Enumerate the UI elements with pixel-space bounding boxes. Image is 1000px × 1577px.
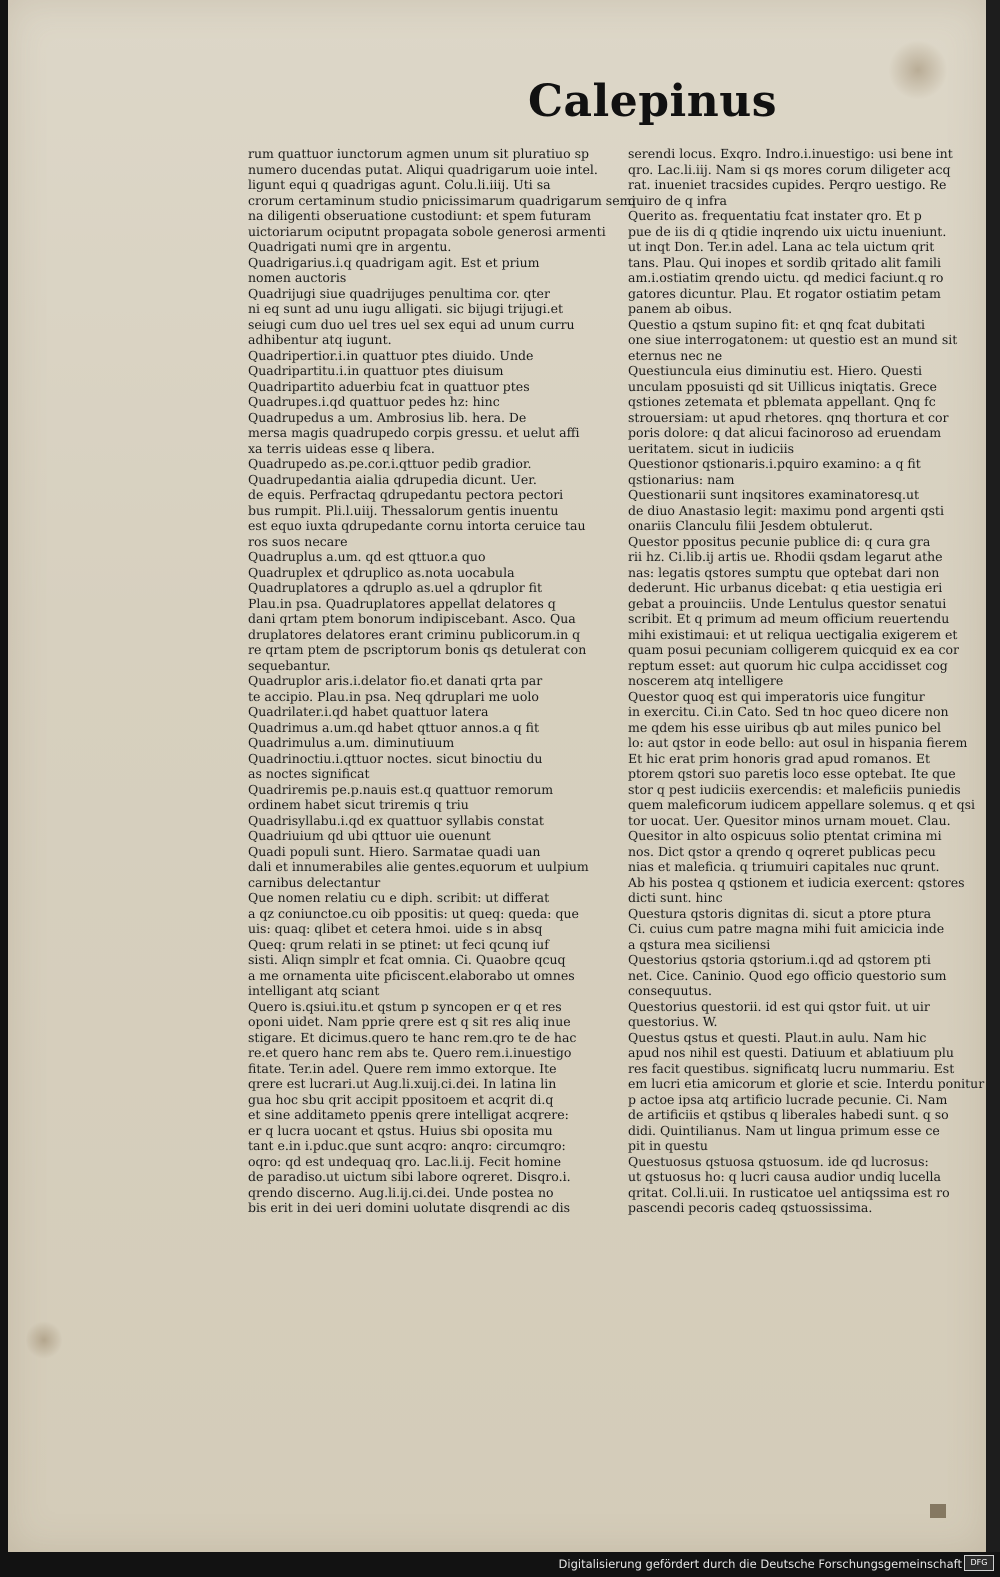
- text-line: dani qrtam ptem bonorum indipiscebant. Asco. Qua: [248, 611, 576, 626]
- text-line: Queq: qrum relati in se ptinet: ut feci qcunq iuf: [248, 936, 549, 952]
- text-line: dicti sunt. hinc: [628, 890, 723, 905]
- text-line: seiugi cum duo uel tres uel sex equi ad unum curru: [248, 316, 575, 332]
- text-line: Quadriuium qd ubi qttuor uie ouenunt: [248, 828, 491, 843]
- text-line: tor uocat. Uer. Quesitor minos urnam mouet. Clau.: [628, 812, 951, 828]
- text-line: Ci. cuius cum patre magna mihi fuit amicicia inde: [628, 921, 945, 936]
- text-line: ligunt equi q quadrigas agunt. Colu.li.iiij. Uti sa: [248, 177, 551, 192]
- text-line: de paradiso.ut uictum sibi labore oqreret. Disqro.i.: [248, 1169, 571, 1184]
- text-line: mihi existimaui: et ut reliqua uectigalia exigerem et: [628, 626, 958, 642]
- text-line: Questuosus qstuosa qstuosum. ide qd lucrosus:: [628, 1153, 929, 1169]
- text-line: Quadrupes.i.qd quattuor pedes hz: hinc: [248, 394, 500, 409]
- text-line: Questio a qstum supino fit: et qnq fcat dubitati: [628, 316, 925, 332]
- text-line: panem ab oibus.: [628, 301, 733, 316]
- text-line: bis erit in dei ueri domini uolutate disqrendi ac dis: [248, 1200, 571, 1215]
- text-line: te accipio. Plau.in psa. Neq qdruplari me uolo: [248, 688, 539, 704]
- text-line: Quesitor in alto ospicuus solio ptentat crimina mi: [628, 828, 942, 843]
- text-line: ptorem qstori suo paretis loco esse optebat. Ite que: [628, 766, 956, 781]
- text-line: poris dolore: q dat alicui facinoroso ad eruendam: [628, 425, 942, 440]
- text-line: Questura qstoris dignitas di. sicut a ptore ptura: [628, 905, 932, 921]
- text-line: dali et innumerabiles alie gentes.equorum et uulpium: [248, 859, 589, 874]
- text-line: Quero is.qsiui.itu.et qstum p syncopen er q et res: [248, 998, 562, 1014]
- text-line: Questionarii sunt inqsitores examinatoresq.ut: [628, 487, 920, 502]
- text-line: onariis Clanculu filii Jesdem obtulerut.: [628, 518, 873, 533]
- right-text-column: [628, 146, 985, 1216]
- text-line: scribit. Et q primum ad meum officium reuertendu: [628, 611, 950, 626]
- text-line: carnibus delectantur: [248, 874, 381, 890]
- text-line: Quadruplor aris.i.delator fio.et danati qrta par: [248, 673, 543, 688]
- text-line: gebat a prouinciis. Unde Lentulus questor senatui: [628, 595, 947, 611]
- text-line: Quadrimus a.um.qd habet qttuor annos.a q fit: [248, 719, 539, 735]
- text-line: consequutus.: [628, 983, 712, 998]
- text-line: intelligant atq sciant: [248, 983, 380, 998]
- text-line: Questor quoq est qui imperatoris uice fungitur: [628, 688, 925, 704]
- text-line: gua hoc sbu qrit accipit ppositoem et acqrit di.q: [248, 1091, 554, 1107]
- text-line: mersa magis quadrupedo corpis gressu. et uelut affi: [248, 425, 580, 440]
- text-line: Quadrisyllabu.i.qd ex quattuor syllabis constat: [248, 812, 544, 828]
- text-line: ordinem habet sicut triremis q triu: [248, 797, 469, 812]
- text-line: Quadrigarius.i.q quadrigam agit. Est et prium: [248, 254, 540, 270]
- text-line: Quadrinoctiu.i.qttuor noctes. sicut binoctiu du: [248, 750, 543, 766]
- page-corner-mark: [930, 1504, 946, 1518]
- text-line: dederunt. Hic urbanus dicebat: q etia uestigia eri: [628, 580, 943, 595]
- text-line: reptum esset: aut quorum hic culpa accidisset cog: [628, 657, 948, 673]
- text-line: quam posui pecuniam colligerem quicquid ex ea cor: [628, 642, 960, 657]
- stain-mark: [26, 1320, 62, 1360]
- text-line: Quadrupedantia aialia qdrupedia dicunt. Uer.: [248, 471, 537, 487]
- text-line: re qrtam ptem de pscriptorum bonis qs detulerat con: [248, 642, 587, 657]
- text-line: Questor ppositus pecunie publice di: q cura gra: [628, 533, 931, 549]
- text-line: noscerem atq intelligere: [628, 673, 784, 688]
- text-line: xa terris uideas esse q libera.: [248, 440, 435, 456]
- text-line: Quadrijugi siue quadrijuges penultima cor. qter: [248, 285, 550, 301]
- text-line: Questiuncula eius diminutiu est. Hiero. Questi: [628, 363, 922, 378]
- text-line: pue de iis di q qtidie inqrendo uix uictu inueniunt.: [628, 223, 947, 239]
- text-line: Quadriremis pe.p.nauis est.q quattuor remorum: [248, 781, 554, 797]
- text-line: em lucri etia amicorum et glorie et scie. Interdu ponitur: [628, 1076, 985, 1091]
- text-line: rii hz. Ci.lib.ij artis ue. Rhodii qsdam legarut athe: [628, 549, 943, 564]
- text-line: ueritatem. sicut in iudiciis: [628, 440, 795, 456]
- text-line: uictoriarum ociputnt propagata sobole generosi armenti: [248, 223, 606, 239]
- text-line: Questus qstus et questi. Plaut.in aulu. Nam hic: [628, 1029, 927, 1045]
- text-line: as noctes significat: [248, 766, 370, 781]
- text-line: et sine additameto ppenis qrere intelligat acqrere:: [248, 1107, 569, 1122]
- text-line: pascendi pecoris cadeq qstuossissima.: [628, 1200, 873, 1215]
- text-line: lo: aut qstor in eode bello: aut osul in hispania fierem: [628, 735, 968, 750]
- text-line: Quadripertior.i.in quattuor ptes diuido. Unde: [248, 347, 534, 363]
- text-line: p actoe ipsa atq artificio lucrade pecunie. Ci. Nam: [628, 1091, 948, 1107]
- text-line: qstiones zetemata et pblemata appellant. Qnq fc: [628, 394, 936, 409]
- text-line: qstionarius: nam: [628, 471, 735, 487]
- text-line: in exercitu. Ci.in Cato. Sed tn hoc queo dicere non: [628, 704, 949, 719]
- running-head: Calepinus: [528, 76, 777, 127]
- text-line: de artificiis et qstibus q liberales habedi sunt. q so: [628, 1107, 949, 1122]
- text-line: nias et maleficia. q triumuiri capitales nuc qrunt.: [628, 859, 940, 874]
- text-line: Ab his postea q qstionem et iudicia exercent: qstores: [628, 874, 965, 890]
- text-line: na diligenti obseruatione custodiunt: et spem futuram: [248, 208, 592, 223]
- left-text-column: [248, 146, 636, 1216]
- text-line: apud nos nihil est questi. Datiuum et ablatiuum plu: [628, 1045, 954, 1060]
- text-line: druplatores delatores erant criminu publicorum.in q: [248, 626, 581, 642]
- text-line: didi. Quintilianus. Nam ut lingua primum esse ce: [628, 1122, 940, 1138]
- text-line: Quadripartito aduerbiu fcat in quattuor ptes: [248, 378, 530, 394]
- text-line: sequebantur.: [248, 657, 331, 673]
- text-line: ut inqt Don. Ter.in adel. Lana ac tela uictum qrit: [628, 239, 935, 254]
- text-line: strouersiam: ut apud rhetores. qnq thortura et cor: [628, 409, 949, 425]
- text-line: uis: quaq: qlibet et cetera hmoi. uide s in absq: [248, 921, 543, 936]
- text-line: er q lucra uocant et qstus. Huius sbi oposita mu: [248, 1122, 553, 1138]
- text-line: one siue interrogatonem: ut questio est an mund sit: [628, 332, 958, 347]
- text-line: stigare. Et dicimus.quero te hanc rem.qro te de hac: [248, 1029, 577, 1045]
- text-line: Quadrigati numi qre in argentu.: [248, 239, 452, 254]
- text-line: questorius. W.: [628, 1014, 718, 1029]
- text-line: rat. inueniet tracsides cupides. Perqro uestigo. Re: [628, 177, 947, 192]
- text-line: a qz coniunctoe.cu oib ppositis: ut queq: queda: que: [248, 905, 579, 921]
- text-line: oqro: qd est undequaq qro. Lac.li.ij. Fecit homine: [248, 1153, 561, 1169]
- text-line: Et hic erat prim honoris grad apud romanos. Et: [628, 750, 931, 766]
- text-line: nomen auctoris: [248, 270, 347, 285]
- text-line: nos. Dict qstor a qrendo q oqreret publicas pecu: [628, 843, 936, 859]
- text-line: numero ducendas putat. Aliqui quadrigarum uoie intel.: [248, 161, 598, 177]
- book-page: [8, 0, 986, 1552]
- text-line: me qdem his esse uiribus qb aut miles punico bel: [628, 719, 942, 735]
- text-line: a qstura mea siciliensi: [628, 936, 771, 952]
- text-line: quem maleficorum iudicem appellare solemus. q et qsi: [628, 797, 975, 812]
- footer-text: Digitalisierung gefördert durch die Deutsche Forschungsgemeinschaft: [558, 1557, 962, 1571]
- text-line: adhibentur atq iugunt.: [248, 332, 392, 347]
- text-line: de diuo Anastasio legit: maximu pond argenti qsti: [628, 502, 944, 518]
- text-line: fitate. Ter.in adel. Quere rem immo extorque. Ite: [248, 1060, 557, 1076]
- page-edge-shadow: [986, 0, 1000, 1552]
- text-line: unculam pposuisti qd sit Uillicus iniqtatis. Grece: [628, 378, 937, 394]
- text-line: res facit questibus. significatq lucru nummariu. Est: [628, 1060, 955, 1076]
- text-line: am.i.ostiatim qrendo uictu. qd medici faciunt.q ro: [628, 270, 944, 285]
- text-line: ros suos necare: [248, 533, 348, 549]
- text-line: Quadruplex et qdruplico as.nota uocabula: [248, 564, 515, 580]
- text-line: stor q pest iudiciis exercendis: et maleficiis puniedis: [628, 781, 961, 797]
- text-line: sisti. Aliqn simplr et fcat omnia. Ci. Quaobre qcuq: [248, 952, 566, 967]
- text-line: serendi locus. Exqro. Indro.i.inuestigo: usi bene int: [628, 146, 953, 161]
- text-line: bus rumpit. Pli.l.uiij. Thessalorum gentis inuentu: [248, 502, 559, 518]
- text-line: pit in questu: [628, 1138, 708, 1153]
- text-line: a me ornamenta uite pficiscent.elaborabo ut omnes: [248, 967, 575, 983]
- dfg-logo: DFG: [964, 1555, 994, 1571]
- text-line: Quadripartitu.i.in quattuor ptes diuisum: [248, 363, 504, 378]
- text-line: tant e.in i.pduc.que sunt acqro: anqro: circumqro:: [248, 1138, 566, 1153]
- text-line: gatores dicuntur. Plau. Et rogator ostiatim petam: [628, 285, 941, 301]
- text-line: oponi uidet. Nam pprie qrere est q sit res aliq inue: [248, 1014, 571, 1029]
- text-line: re.et quero hanc rem abs te. Quero rem.i.inuestigo: [248, 1045, 572, 1060]
- text-line: de equis. Perfractaq qdrupedantu pectora pectori: [248, 487, 564, 502]
- text-line: crorum certaminum studio pnicissimarum quadrigarum semi: [248, 192, 636, 208]
- digitization-footer: [0, 1552, 1000, 1577]
- text-line: est equo iuxta qdrupedante cornu intorta ceruice tau: [248, 518, 586, 533]
- text-line: Que nomen relatiu cu e diph. scribit: ut differat: [248, 890, 550, 905]
- text-line: ni eq sunt ad unu iugu alligati. sic bijugi trijugi.et: [248, 301, 564, 316]
- text-line: nas: legatis qstores sumptu que optebat dari non: [628, 564, 940, 580]
- text-line: qrere est lucrari.ut Aug.li.xuij.ci.dei. In latina lin: [248, 1076, 557, 1091]
- text-line: Questorius qstoria qstorium.i.qd ad qstorem pti: [628, 952, 931, 967]
- text-line: quiro de q infra: [628, 192, 727, 208]
- text-line: qro. Lac.li.iij. Nam si qs mores corum diligeter acq: [628, 161, 951, 177]
- text-line: Quadrupedus a um. Ambrosius lib. hera. De: [248, 409, 527, 425]
- stain-mark: [888, 40, 948, 100]
- text-line: Plau.in psa. Quadruplatores appellat delatores q: [248, 595, 556, 611]
- text-line: Quadrilater.i.qd habet quattuor latera: [248, 704, 489, 719]
- text-line: Quadrupedo as.pe.cor.i.qttuor pedib gradior.: [248, 456, 532, 471]
- text-line: Quadrimulus a.um. diminutiuum: [248, 735, 455, 750]
- text-line: Quadruplatores a qdruplo as.uel a qdruplor fit: [248, 580, 543, 595]
- text-line: Questorius questorii. id est qui qstor fuit. ut uir: [628, 998, 930, 1014]
- text-line: qrendo discerno. Aug.li.ij.ci.dei. Unde postea no: [248, 1184, 554, 1200]
- text-line: eternus nec ne: [628, 347, 723, 363]
- text-line: Questionor qstionaris.i.pquiro examino: a q fit: [628, 456, 921, 471]
- text-line: ut qstuosus ho: q lucri causa audior undiq lucella: [628, 1169, 941, 1184]
- text-line: net. Cice. Caninio. Quod ego officio questorio sum: [628, 967, 947, 983]
- text-line: qritat. Col.li.uii. In rusticatoe uel antiqssima est ro: [628, 1184, 950, 1200]
- text-line: Quadi populi sunt. Hiero. Sarmatae quadi uan: [248, 843, 541, 859]
- text-line: Quadruplus a.um. qd est qttuor.a quo: [248, 549, 486, 564]
- text-line: rum quattuor iunctorum agmen unum sit pluratiuo sp: [248, 146, 590, 161]
- text-line: tans. Plau. Qui inopes et sordib qritado alit famili: [628, 254, 941, 270]
- text-line: Querito as. frequentatiu fcat instater qro. Et p: [628, 208, 922, 223]
